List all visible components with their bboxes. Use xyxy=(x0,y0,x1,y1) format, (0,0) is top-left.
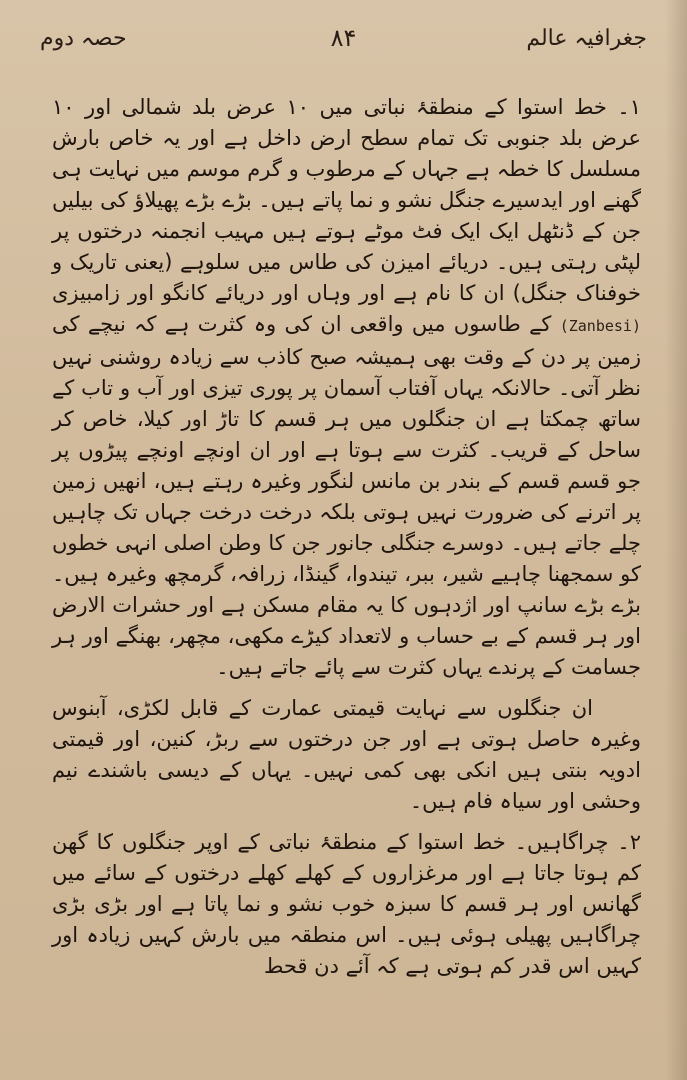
paragraph-text: ان جنگلوں سے نہایت قیمتی عمارت کے قابل لکڑی، آبنوس وغیرہ حاصل ہوتی ہے اور جن درختوں سے ربڑ، کنین، اور قیمتی ادویہ بنتی ہیں انکی بھی کمی نہیں۔ یہاں کے دیسی باشندے نیم وحشی اور سیاہ فام ہیں۔ xyxy=(52,696,641,813)
paragraph-pastures xyxy=(52,827,641,982)
page-body xyxy=(52,92,641,992)
latin-term: (Zanbesi) xyxy=(559,317,641,335)
page-number: ۸۴ xyxy=(330,24,357,52)
page-header xyxy=(40,22,647,62)
paragraph-forest-products xyxy=(52,693,641,817)
paragraph-text: ۱۔ خط استوا کے منطقۂ نباتی میں ۱۰ عرض بلد شمالی اور ۱۰ عرض بلد جنوبی تک تمام سطح ارض داخل ہے اور یہ خاص بارش مسلسل کا خطہ ہے جہاں کے مرطوب و گرم موسم میں نہایت ہی گھنے اور ایدسیرے جنگل نشو و نما پاتے ہیں۔ بڑے بڑے پھیلاؤ کی بیلیں جن کے ڈنٹھل ایک ایک فٹ موٹے ہوتے ہیں مہیب انجمنہ درختوں پر لپٹی رہتی ہیں۔ دریائے امیزن کی طاس میں سلوہے (یعنی تاریک و خوفناک جنگل) ان کا نام ہے اور وہاں اور دریائے کانگو اور زامبیزی xyxy=(52,95,641,305)
section-label: حصہ دوم xyxy=(40,26,127,51)
paragraph-text: ۲۔ چراگاہیں۔ خط استوا کے منطقۂ نباتی کے اوپر جنگلوں کا گھن کم ہوتا جاتا ہے اور مرغزاروں کے کھلے کھلے درختوں کے سائے میں گھانس اور ہر قسم کا سبزہ خوب نشو و نما پاتا ہے اور بڑی بڑی چراگاہیں پھیلی ہوئی ہیں۔ اس منطقہ میں بارش کہیں زیادہ اور کہیں اس قدر کم ہوتی ہے کہ آئے دن قحط xyxy=(52,830,641,978)
book-title: جغرافیہ عالم xyxy=(526,26,647,51)
paragraph-equatorial-forests xyxy=(52,92,641,683)
page-spine-shadow xyxy=(665,0,687,1080)
paragraph-text: کے طاسوں میں واقعی ان کی وہ کثرت ہے کہ نیچے کی زمین پر دن کے وقت بھی ہمیشہ صبح کاذب سے زیادہ روشنی نہیں نظر آتی۔ حالانکہ یہاں آفتاب آسمان پر پوری تیزی اور آب و تاب کے ساتھ چمکتا ہے ان جنگلوں میں ہر قسم کا تاڑ اور کیلا، خاص کر ساحل کے قریب۔ کثرت سے ہوتا ہے اور ان اونچے اونچے پیڑوں پر جو قسم قسم کے بندر بن مانس لنگور وغیرہ رہتے ہیں، انھیں زمین پر اترنے کی ضرورت نہیں ہوتی بلکہ درخت درخت جہاں تک چاہیں چلے جاتے ہیں۔ دوسرے جنگلی جانور جن کا وطن اصلی انہی خطوں کو سمجھنا چاہیے شیر، ببر، تیندوا، گینڈا، زرافہ، گرمچھ وغیرہ ہیں۔ بڑے بڑے سانپ اور اژدہوں کا یہ مقام مسکن ہے اور حشرات الارض اور ہر قسم کے بے حساب و لاتعداد کیڑے مکھی، مچھر، بھنگے اور ہر جسامت کے پرندے یہاں کثرت سے پائے جاتے ہیں۔ xyxy=(52,312,641,679)
